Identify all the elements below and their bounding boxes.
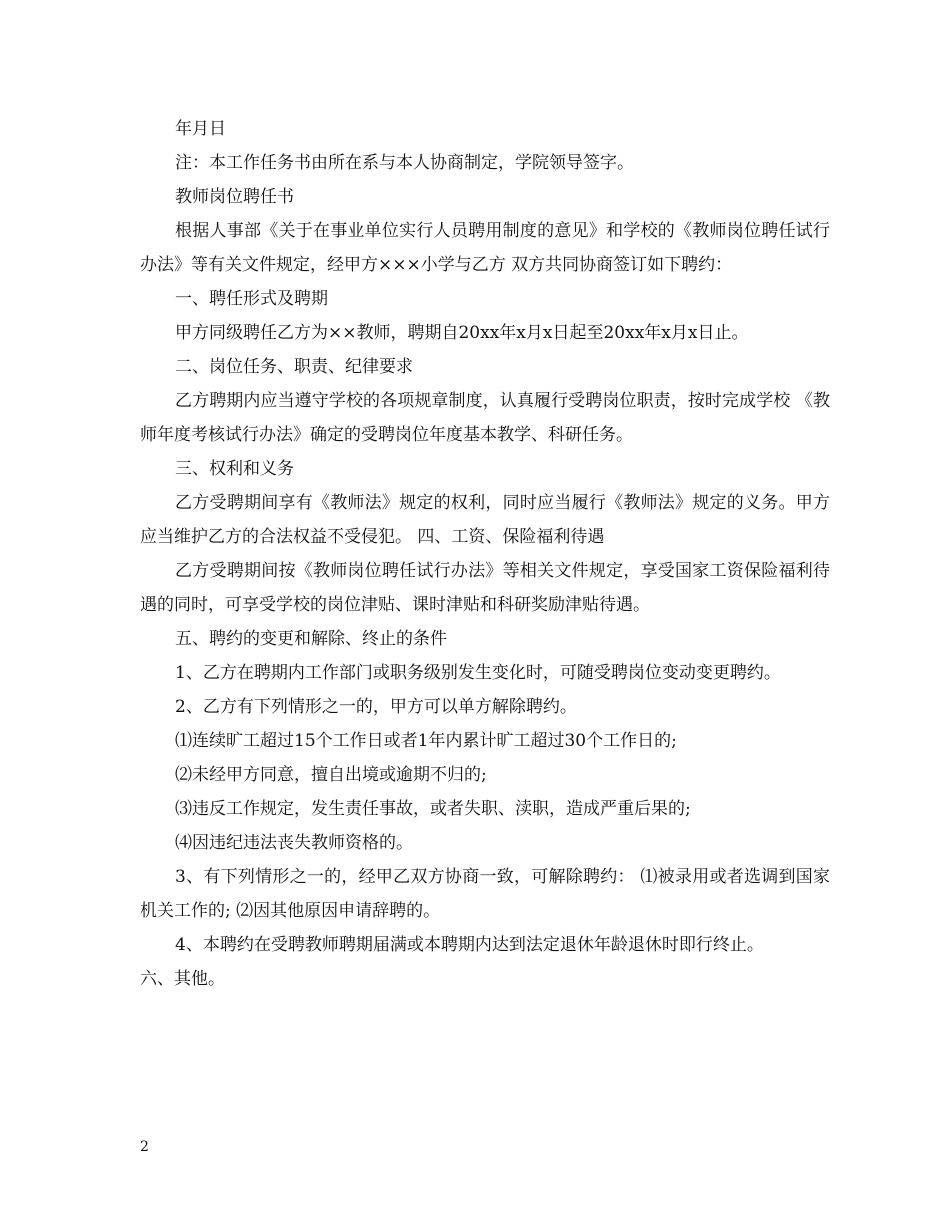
preamble-paragraph: 根据人事部《关于在事业单位实行人员聘用制度的意见》和学校的《教师岗位聘任试行办法》等有关文件规定，经甲方×××小学与乙方 双方共同协商签订如下聘约： <box>140 221 830 275</box>
clause-2-item-4: ⑷因违纪违法丧失教师资格的。 <box>175 833 413 853</box>
section-2-paragraph: 乙方聘期内应当遵守学校的各项规章制度，认真履行受聘岗位职责，按时完成学校 《教师年度考核试行办法》确定的受聘岗位年度基本教学、科研任务。 <box>140 391 830 445</box>
section-heading-2: 二、岗位任务、职责、纪律要求 <box>175 357 413 377</box>
section-3-paragraph: 乙方受聘期间享有《教师法》规定的权利，同时应当履行《教师法》规定的义务。甲方应当维护乙方的合法权益不受侵犯。 四、工资、保险福利待遇 <box>140 493 830 547</box>
clause-2-paragraph: 2、乙方有下列情形之一的，甲方可以单方解除聘约。 <box>175 697 577 717</box>
date-line: 年月日 <box>175 119 226 139</box>
section-4-paragraph: 乙方受聘期间按《教师岗位聘任试行办法》等相关文件规定，享受国家工资保险福利待遇的同时，可享受学校的岗位津贴、课时津贴和科研奖励津贴待遇。 <box>140 561 830 615</box>
document-body <box>140 112 830 996</box>
clause-2-item-2: ⑵未经甲方同意，擅自出境或逾期不归的; <box>175 765 487 785</box>
clause-1-paragraph: 1、乙方在聘期内工作部门或职务级别发生变化时，可随受聘岗位变动变更聘约。 <box>175 663 781 683</box>
section-heading-6: 六、其他。 <box>140 969 225 989</box>
clause-2-item-1: ⑴连续旷工超过15个工作日或者1年内累计旷工超过30个工作日的; <box>175 731 677 751</box>
section-heading-3: 三、权利和义务 <box>175 459 294 479</box>
section-heading-1: 一、聘任形式及聘期 <box>175 289 328 309</box>
clause-2-item-3: ⑶违反工作规定，发生责任事故，或者失职、渎职，造成严重后果的; <box>175 799 691 819</box>
note-paragraph: 注：本工作任务书由所在系与本人协商制定，学院领导签字。 <box>175 153 634 173</box>
clause-4-paragraph: 4、本聘约在受聘教师聘期届满或本聘期内达到法定退休年龄退休时即行终止。 <box>175 935 764 955</box>
section-1-paragraph: 甲方同级聘任乙方为××教师，聘期自20xx年x月x日起至20xx年x月x日止。 <box>175 323 749 343</box>
document-title: 教师岗位聘任书 <box>175 187 294 207</box>
page-number: 2 <box>140 1139 149 1155</box>
clause-3-paragraph: 3、有下列情形之一的，经甲乙双方协商一致，可解除聘约： ⑴被录用或者选调到国家机关工作的; ⑵因其他原因申请辞聘的。 <box>140 867 830 921</box>
section-heading-5: 五、聘约的变更和解除、终止的条件 <box>175 629 447 649</box>
